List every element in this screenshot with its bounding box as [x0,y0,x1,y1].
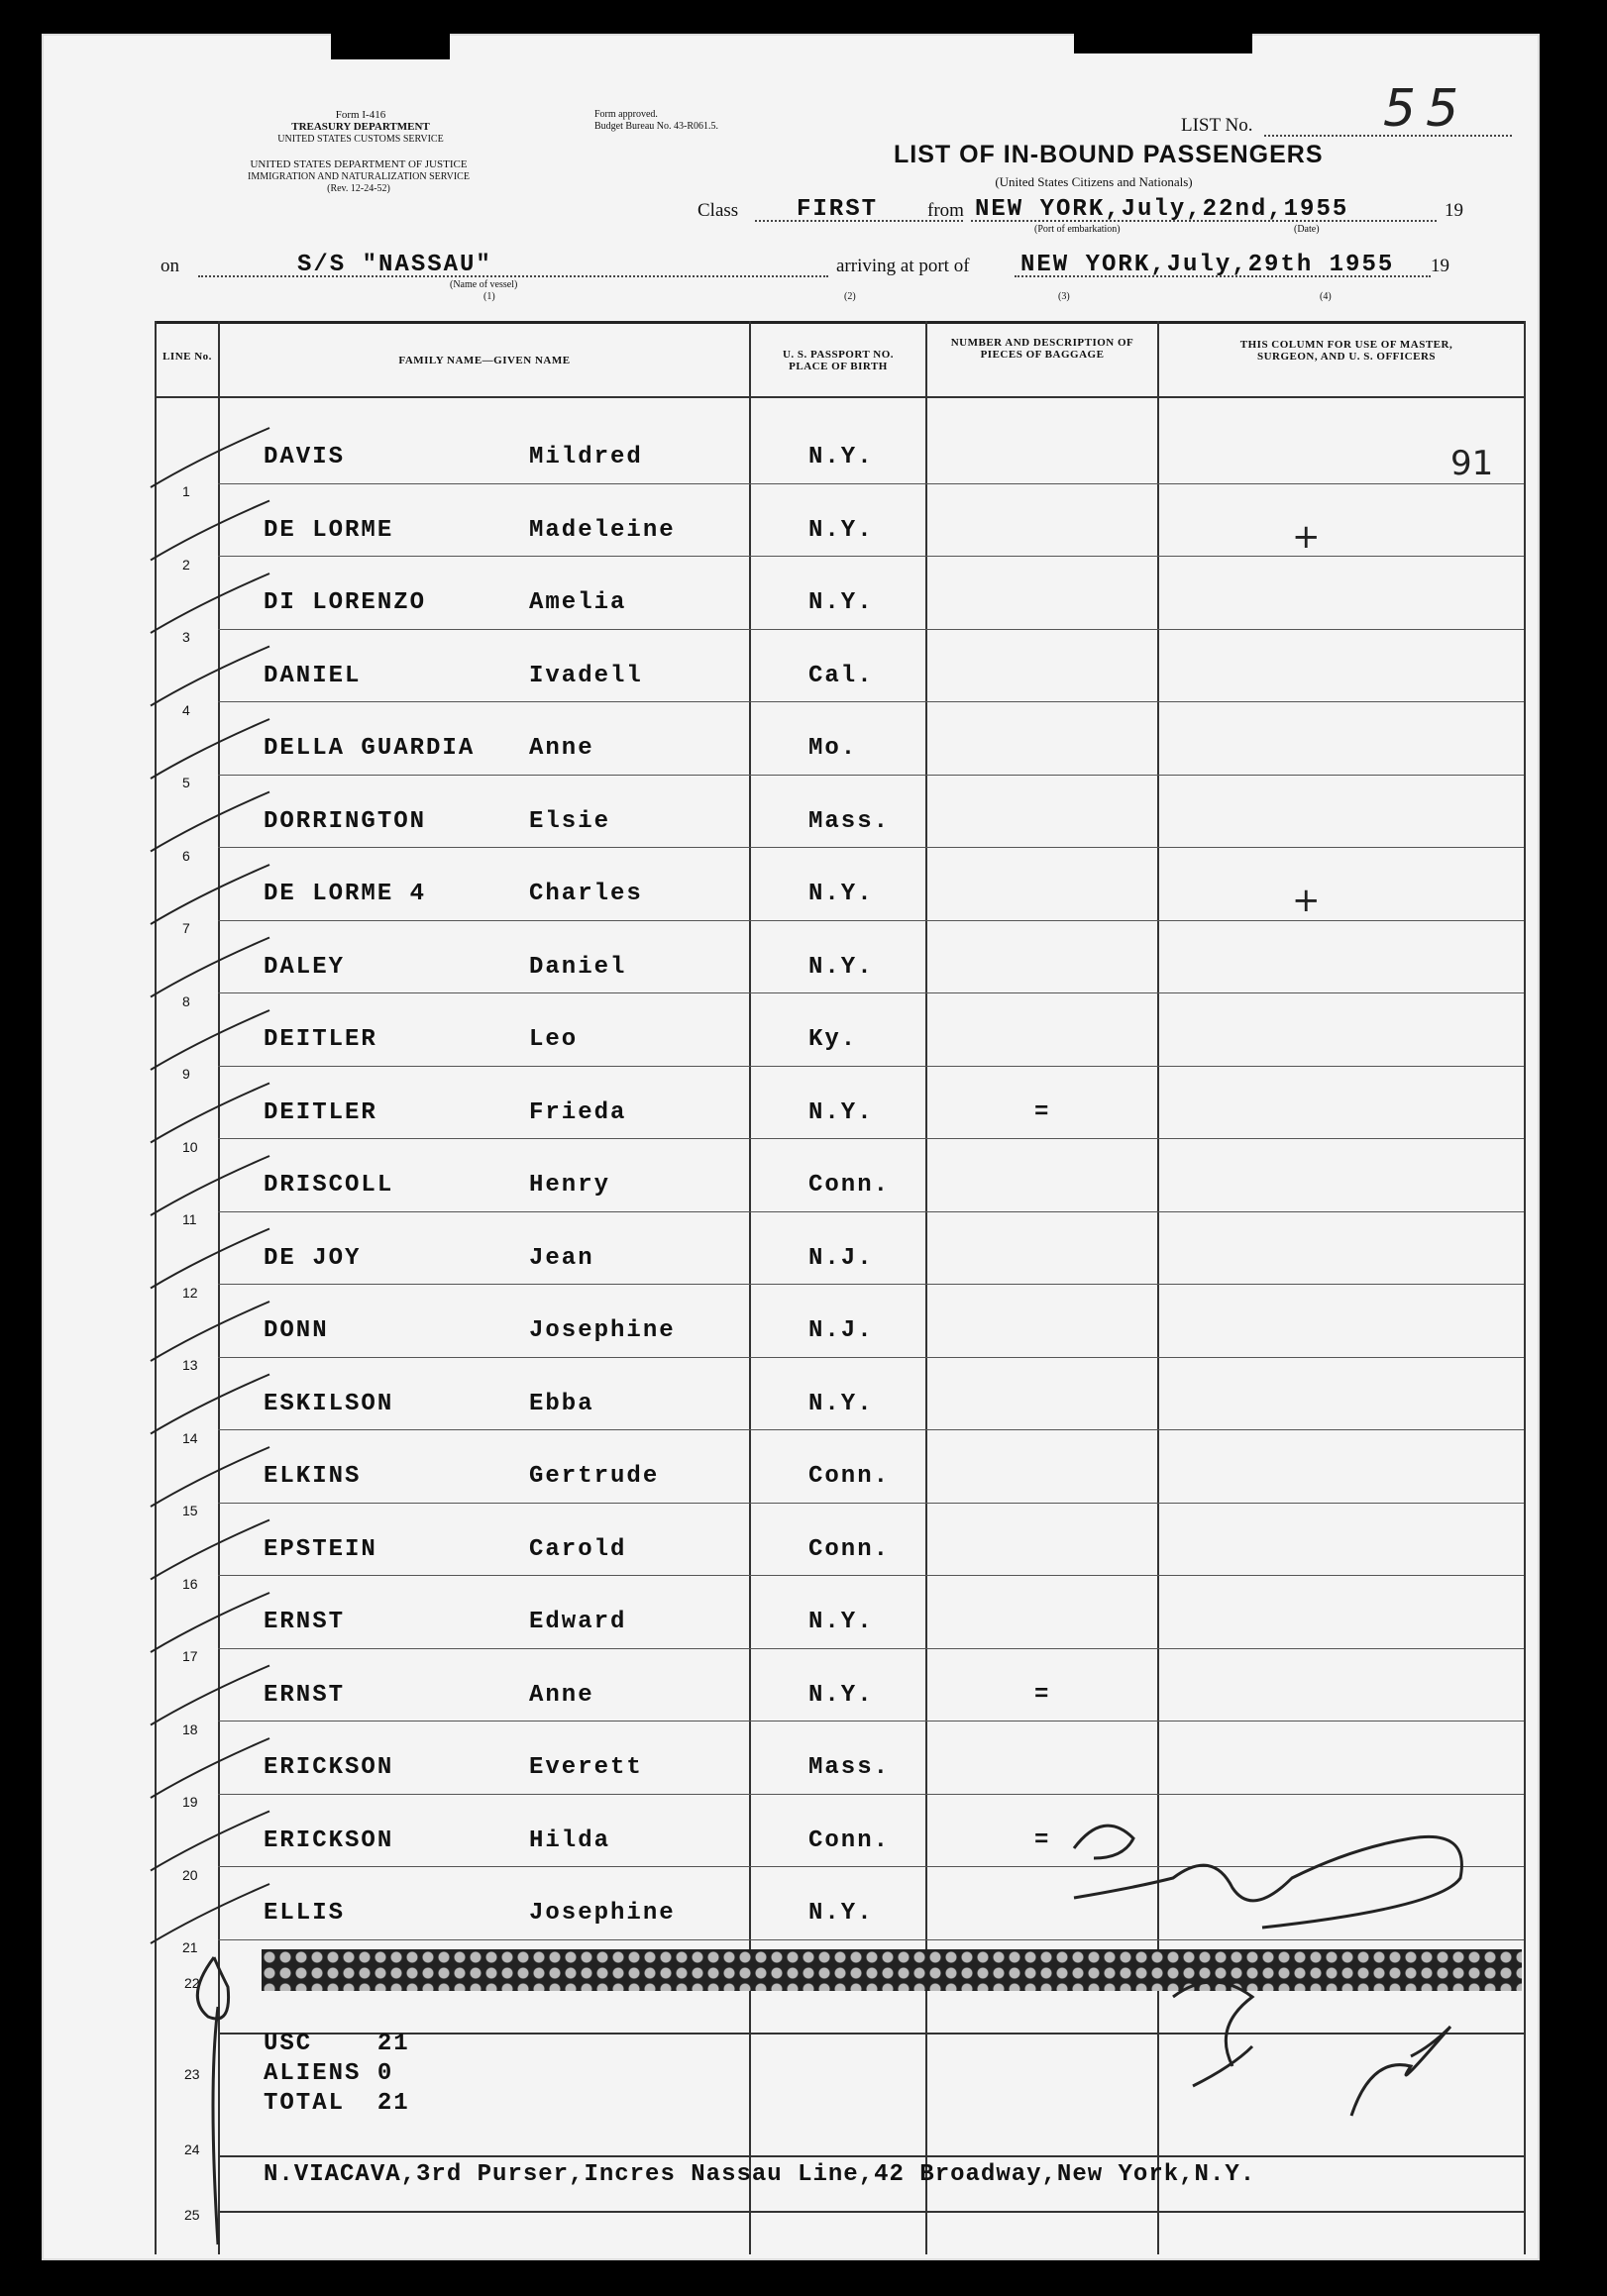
department-of-justice: UNITED STATES DEPARTMENT OF JUSTICE [250,158,468,170]
totals-usc: USC 21 [264,2031,410,2057]
officer-mark: + [1292,516,1321,557]
passenger-given-name: Ebba [529,1390,594,1417]
from-label: from [927,200,964,221]
passenger-family-name: DE LORME [264,516,394,544]
on-label: on [161,256,179,276]
passenger-place-of-birth: N.Y. [808,516,874,544]
line-number: 19 [182,1794,198,1810]
passenger-given-name: Daniel [529,953,627,981]
passenger-place-of-birth: N.Y. [808,1900,874,1927]
passenger-family-name: ERNST [264,1609,346,1635]
passenger-place-of-birth: N.J. [808,1317,874,1344]
column-number-4: (4) [1320,291,1332,302]
officer-signature-scribble [1074,1826,1461,1928]
line-number: 11 [182,1211,197,1227]
treasury-department: TREASURY DEPARTMENT [291,121,430,133]
line-number: 12 [182,1284,198,1301]
vessel-value: S/S "NASSAU" [297,252,492,278]
line-number: 1 [182,483,190,499]
line-number: 20 [182,1866,198,1883]
port-embarkation-note: (Port of embarkation) [1034,224,1121,235]
line-number: 2 [182,556,190,573]
handwritten-marks [44,36,1538,2258]
totals-aliens: ALIENS 0 [264,2060,394,2087]
passenger-given-name: Carold [529,1535,627,1563]
line-number: 3 [182,629,190,645]
passenger-family-name: DE JOY [264,1244,362,1272]
passenger-given-name: Charles [529,881,643,907]
passenger-given-name: Josephine [529,1317,676,1344]
check-mark [151,1738,269,1798]
passenger-family-name: DELLA GUARDIA [264,735,476,762]
passenger-place-of-birth: N.J. [808,1244,874,1272]
header-family-given-name: FAMILY NAME—GIVEN NAME [398,355,571,366]
officer-initials-scribble [1173,1982,1450,2116]
from-year-suffix: 19 [1445,200,1463,221]
header-passport-birth: U. S. PASSPORT NO. PLACE OF BIRTH [782,349,895,372]
customs-service: UNITED STATES CUSTOMS SERVICE [277,134,444,145]
passenger-place-of-birth: N.Y. [808,1681,874,1709]
check-mark [151,647,269,706]
line-number: 18 [182,1721,198,1737]
passenger-place-of-birth: Mo. [808,735,858,762]
check-mark [151,865,269,924]
passenger-given-name: Ivadell [529,662,643,689]
passenger-place-of-birth: N.Y. [808,444,874,470]
passenger-given-name: Elsie [529,807,611,835]
passenger-given-name: Hilda [529,1826,611,1854]
check-mark [151,792,269,852]
passenger-given-name: Leo [529,1026,579,1053]
passenger-given-name: Madeleine [529,516,676,544]
form-subtitle: (United States Citizens and Nationals) [995,174,1193,189]
passenger-given-name: Amelia [529,589,627,616]
header-line-no: LINE No. [162,351,212,363]
passenger-family-name: ERICKSON [264,1754,394,1781]
class-label: Class [697,200,739,221]
passenger-given-name: Frieda [529,1098,627,1126]
passenger-place-of-birth: Conn. [808,1463,891,1490]
line-number: 23 [184,2066,200,2082]
arriving-value: NEW YORK,July,29th 1955 [1020,252,1395,278]
line-number: 6 [182,847,190,864]
passenger-place-of-birth: Conn. [808,1826,891,1854]
check-mark [151,428,269,487]
check-mark [151,1010,269,1070]
passenger-baggage: = [1034,1826,1051,1854]
line-22-circle-mark [197,1957,228,2244]
header-baggage: NUMBER AND DESCRIPTION OF PIECES OF BAGGAGE [950,337,1134,361]
passenger-family-name: ERICKSON [264,1826,394,1854]
passenger-place-of-birth: Conn. [808,1535,891,1563]
line-number: 24 [184,2141,200,2157]
line-number: 16 [182,1575,198,1592]
line-number: 7 [182,920,190,936]
immigration-service: IMMIGRATION AND NATURALIZATION SERVICE [248,171,470,182]
passenger-place-of-birth: N.Y. [808,881,874,907]
passenger-given-name: Edward [529,1609,627,1635]
column-number-3: (3) [1058,291,1070,302]
line-number: 14 [182,1429,198,1446]
passenger-place-of-birth: Conn. [808,1172,891,1199]
form-approved: Form approved. [594,109,658,120]
vessel-note: (Name of vessel) [450,279,518,290]
check-mark [151,719,269,779]
budget-bureau: Budget Bureau No. 43-R061.5. [594,121,718,132]
passenger-place-of-birth: Ky. [808,1026,858,1053]
check-mark [151,938,269,997]
line-number: 22 [184,1975,200,1991]
check-mark [151,574,269,633]
column-number-1: (1) [483,291,495,302]
revision-date: (Rev. 12-24-52) [327,183,390,194]
passenger-place-of-birth: N.Y. [808,1390,874,1417]
passenger-baggage: = [1034,1681,1051,1709]
passenger-family-name: ESKILSON [264,1390,394,1417]
line-number: 8 [182,992,190,1009]
officer-mark: 91 [1450,444,1494,483]
passenger-family-name: EPSTEIN [264,1535,377,1563]
passenger-place-of-birth: N.Y. [808,1609,874,1635]
header-officers-use: THIS COLUMN FOR USE OF MASTER, SURGEON, AND U. S. OFFICERS [1239,339,1453,363]
column-number-2: (2) [844,291,856,302]
form-number: Form I-416 [335,109,386,121]
check-mark [151,1666,269,1725]
passenger-given-name: Mildred [529,444,643,470]
line-number: 15 [182,1503,198,1518]
passenger-list-page [42,34,1540,2260]
passenger-given-name: Henry [529,1172,611,1199]
passenger-given-name: Josephine [529,1900,676,1927]
arriving-year-suffix: 19 [1431,256,1449,276]
passenger-family-name: DANIEL [264,662,362,689]
passenger-family-name: DAVIS [264,444,346,470]
passenger-family-name: ELKINS [264,1463,362,1490]
line-number: 17 [182,1648,198,1664]
purser-signature-line: N.VIACAVA,3rd Purser,Incres Nassau Line,42 Broadway,New York,N.Y. [264,2161,1256,2188]
passenger-family-name: DONN [264,1317,329,1344]
passenger-family-name: ERNST [264,1681,346,1709]
line-number: 10 [182,1138,198,1155]
list-number-label: LIST No. [1181,115,1253,136]
arriving-label: arriving at port of [836,256,970,276]
check-mark [151,1812,269,1871]
passenger-family-name: DEITLER [264,1026,377,1053]
passenger-given-name: Anne [529,735,594,762]
passenger-place-of-birth: Mass. [808,807,891,835]
date-note: (Date) [1294,224,1320,235]
line-number: 25 [184,2207,200,2223]
check-mark [151,1229,269,1289]
check-mark [151,1375,269,1434]
line-number: 9 [182,1066,190,1082]
check-mark [151,1520,269,1580]
passenger-place-of-birth: N.Y. [808,1098,874,1126]
line-number: 13 [182,1357,198,1373]
passenger-family-name: DI LORENZO [264,589,427,616]
passenger-place-of-birth: Mass. [808,1754,891,1781]
passenger-family-name: ELLIS [264,1900,346,1927]
passenger-given-name: Jean [529,1244,594,1272]
line-number: 5 [182,775,190,790]
check-mark [151,1884,269,1943]
passenger-baggage: = [1034,1098,1051,1126]
passenger-family-name: DRISCOLL [264,1172,394,1199]
passenger-given-name: Everett [529,1754,643,1781]
passenger-given-name: Gertrude [529,1463,660,1490]
form-title: LIST OF IN-BOUND PASSENGERS [894,141,1324,168]
passenger-family-name: DORRINGTON [264,807,427,835]
passenger-place-of-birth: N.Y. [808,953,874,981]
check-mark [151,501,269,561]
passenger-place-of-birth: Cal. [808,662,874,689]
check-mark [151,1084,269,1143]
passenger-family-name: DALEY [264,953,346,981]
check-mark [151,1302,269,1361]
line-number: 4 [182,701,190,718]
passenger-place-of-birth: N.Y. [808,589,874,616]
passenger-family-name: DEITLER [264,1098,377,1126]
class-value: FIRST [797,196,879,223]
officer-mark: + [1292,881,1321,920]
passenger-given-name: Anne [529,1681,594,1709]
check-mark [151,1156,269,1215]
check-mark [151,1593,269,1652]
from-value: NEW YORK,July,22nd,1955 [975,196,1349,223]
line-number: 21 [182,1939,198,1955]
list-number-value: 55 [1383,79,1469,139]
check-mark [151,1447,269,1507]
totals-total: TOTAL 21 [264,2090,410,2117]
passenger-family-name: DE LORME 4 [264,881,427,907]
